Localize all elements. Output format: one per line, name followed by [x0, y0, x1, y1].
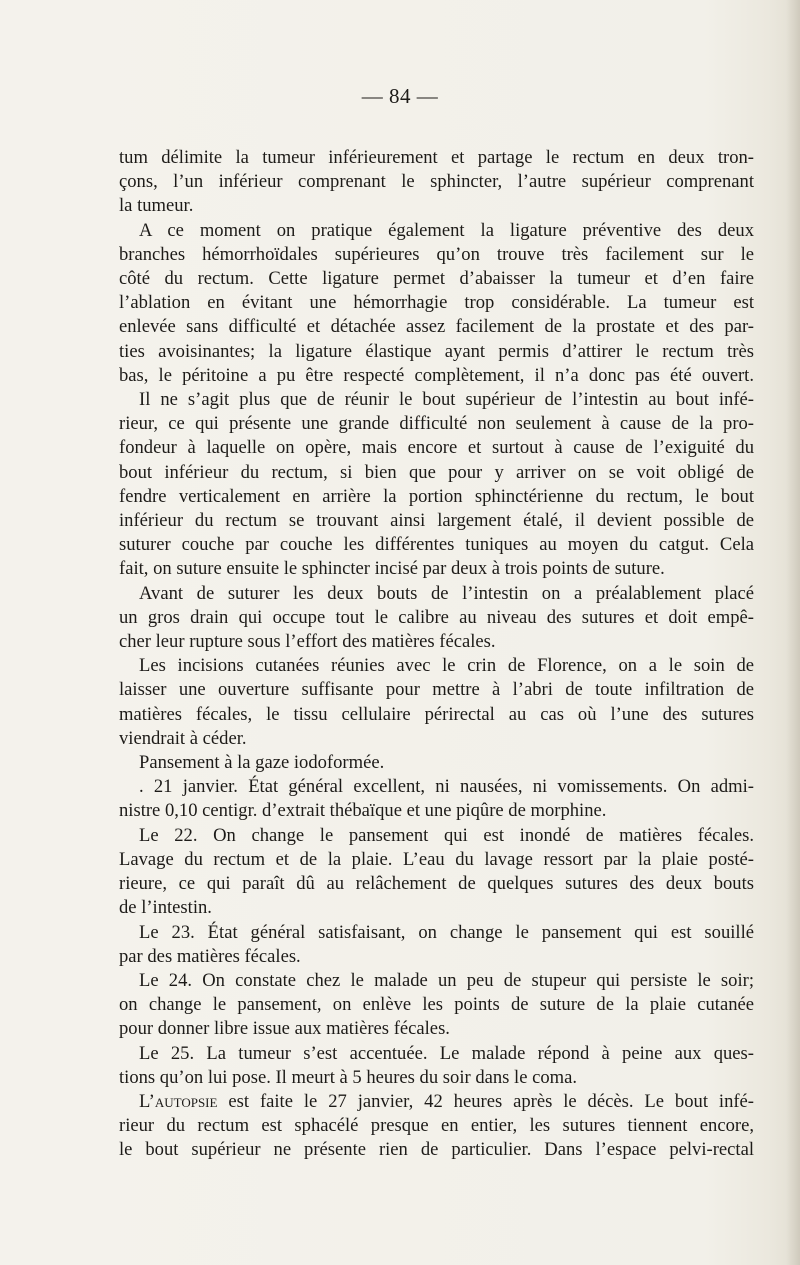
text-line: Le 24. On constate chez le malade un peu de stupeur qui persiste le soir; [139, 969, 754, 991]
text-line: Le 22. On change le pansement qui est inondé de matières fécales. [139, 824, 754, 846]
text-line: le bout supérieur ne présente rien de particulier. Dans l’espace pelvi-rectal [119, 1139, 754, 1161]
text-line: A ce moment on pratique également la ligature préventive des deux [139, 219, 754, 241]
text-line: Lavage du rectum et de la plaie. L’eau du lavage ressort par la plaie posté- [119, 848, 754, 870]
text-line: rieur, ce qui présente une grande difficulté non seulement à cause de la pro- [119, 413, 754, 435]
text-line: inférieur du rectum se trouvant ainsi largement étalé, il devient possible de [119, 510, 754, 532]
text-line: par des matières fécales. [119, 945, 301, 967]
text-line: nistre 0,10 centigr. d’extrait thébaïque et une piqûre de morphine. [119, 800, 607, 822]
text-line: çons, l’un inférieur comprenant le sphincter, l’autre supérieur comprenant [119, 171, 754, 193]
text-line: viendrait à céder. [119, 727, 247, 749]
text-line: fondeur à laquelle on opère, mais encore et surtout à cause de l’exiguité du [119, 437, 754, 459]
page-edge-shadow [786, 0, 800, 1265]
text-line: Avant de suturer les deux bouts de l’intestin on a préalablement placé [139, 582, 754, 604]
page-number: — 84 — [361, 84, 439, 108]
text-line: Le 23. État général satisfaisant, on change le pansement qui est souillé [139, 921, 754, 943]
text-line: matières fécales, le tissu cellulaire périrectal au cas où l’une des sutures [119, 703, 754, 725]
autopsy-label: L’autopsie [139, 1090, 218, 1112]
text-line: Le 25. La tumeur s’est accentuée. Le malade répond à peine aux ques- [139, 1042, 754, 1064]
text-line: bas, le péritoine a pu être respecté complètement, il n’a donc pas été ouvert. [119, 364, 754, 386]
text-line: Il ne s’agit plus que de réunir le bout supérieur de l’intestin au bout infé- [139, 389, 754, 411]
text-line: un gros drain qui occupe tout le calibre au niveau des sutures et doit empê- [119, 606, 754, 628]
text-line: suturer couche par couche les différentes tuniques au moyen du catgut. Cela [119, 534, 754, 556]
text-line: enlevée sans difficulté et détachée assez facilement de la prostate et des par- [119, 316, 754, 338]
text-line: fait, on suture ensuite le sphincter incisé par deux à trois points de suture. [119, 558, 665, 580]
text-line: de l’intestin. [119, 897, 212, 919]
text-line: tions qu’on lui pose. Il meurt à 5 heures du soir dans le coma. [119, 1066, 578, 1088]
autopsy-line-rest: est faite le 27 janvier, 42 heures après le décès. Le bout infé- [228, 1090, 754, 1112]
text-line: Les incisions cutanées réunies avec le crin de Florence, on a le soin de [139, 655, 754, 677]
text-line: tum délimite la tumeur inférieurement et partage le rectum en deux tron- [119, 147, 754, 168]
body-text [119, 146, 754, 1163]
text-line-autopsy [119, 1090, 754, 1114]
text-line: ties avoisinantes; la ligature élastique ayant permis d’attirer le rectum très [119, 340, 754, 362]
text-line: laisser une ouverture suffisante pour mettre à l’abri de toute infiltration de [119, 679, 754, 701]
text-line: . 21 janvier. État général excellent, ni nausées, ni vomissements. On admi- [139, 776, 754, 798]
text-line: on change le pansement, on enlève les points de suture de la plaie cutanée [119, 994, 754, 1016]
text-line: cher leur rupture sous l’effort des matières fécales. [119, 631, 496, 653]
text-line: bout inférieur du rectum, si bien que pour y arriver on se voit obligé de [119, 461, 754, 483]
text-line: l’ablation en évitant une hémorrhagie trop considérable. La tumeur est [119, 292, 754, 314]
text-line: côté du rectum. Cette ligature permet d’abaisser la tumeur et d’en faire [119, 268, 754, 290]
text-line: branches hémorrhoïdales supérieures qu’on trouve très facilement sur le [119, 243, 754, 265]
text-line: pour donner libre issue aux matières fécales. [119, 1018, 450, 1040]
text-line: fendre verticalement en arrière la portion sphinctérienne du rectum, le bout [119, 485, 754, 507]
text-line: la tumeur. [119, 195, 194, 217]
text-line: rieur du rectum est sphacélé presque en entier, les sutures tiennent encore, [119, 1115, 754, 1137]
text-line: Pansement à la gaze iodoformée. [139, 752, 385, 774]
text-line: rieure, ce qui paraît dû au relâchement de quelques sutures des deux bouts [119, 873, 754, 895]
